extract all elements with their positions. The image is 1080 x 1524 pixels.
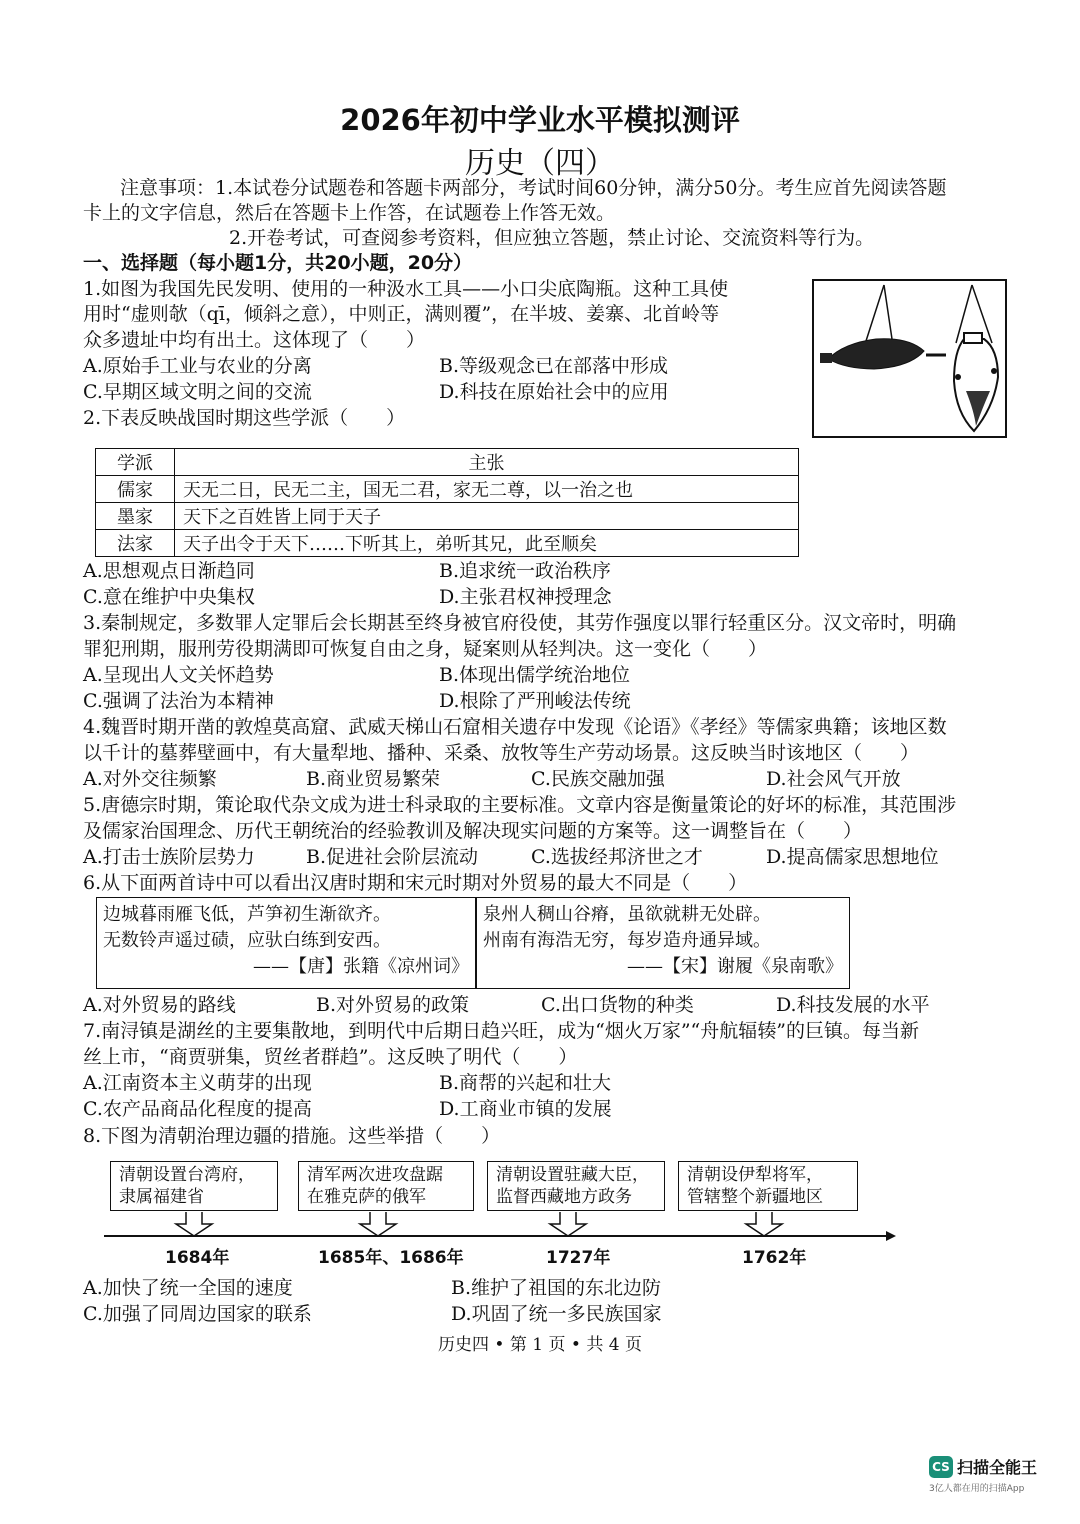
q2-option-b: B.追求统一政治秩序 [439,560,612,582]
page-footer: 历史四 • 第 1 页 • 共 4 页 [438,1335,642,1355]
poem-source: ——【宋】谢履《泉南歌》 [627,956,843,977]
event-text: 隶属福建省 [119,1187,204,1207]
timeline-axis [0,1210,1080,1250]
q4-option-d: D.社会风气开放 [766,768,901,790]
q6-option-c: C.出口货物的种类 [541,994,694,1016]
q7-option-c: C.农产品商品化程度的提高 [83,1098,312,1120]
table-cell: 儒家 [96,476,175,503]
q3-option-b: B.体现出儒学统治地位 [439,664,631,686]
timeline-year: 1727年 [546,1248,611,1268]
q7-option-d: D.工商业市镇的发展 [439,1098,612,1120]
q2-stem: 2.下表反映战国时期这些学派（ ） [83,407,406,429]
poem-box-song [476,897,850,989]
table-header-row [96,449,799,476]
q2-option-c: C.意在维护中央集权 [83,586,255,608]
notice-line-1: 注意事项：1.本试卷分试题卷和答题卡两部分，考试时间60分钟，满分50分。考生应首先阅读答题 [120,177,947,199]
q1-option-a: A.原始手工业与农业的分离 [83,355,312,377]
q5-option-b: B.促进社会阶层流动 [306,846,479,868]
down-arrow-icon [550,1212,586,1236]
scanner-watermark [929,1455,1038,1494]
q5-option-d: D.提高儒家思想地位 [766,846,939,868]
q3-option-a: A.呈现出人文关怀趋势 [83,664,274,686]
q8-option-b: B.维护了祖国的东北边防 [451,1277,662,1299]
pottery-bottle-illustration [814,281,1005,436]
event-text: 清朝设伊犁将军， [687,1165,823,1185]
q6-option-d: D.科技发展的水平 [776,994,930,1016]
timeline-year: 1685年、1686年 [318,1248,464,1268]
q6-option-a: A.对外贸易的路线 [83,994,236,1016]
table-cell: 墨家 [96,503,175,530]
q5-option-c: C.选拔经邦济世之才 [531,846,703,868]
q3-option-d: D.根除了严刑峻法传统 [439,690,631,712]
q1-stem-3: 众多遗址中均有出土。这体现了（ ） [83,329,426,351]
q5-stem-2: 及儒家治国理念、历代王朝统治的经验教训及解决现实问题的方案等。这一调整旨在（ ） [83,820,863,842]
table-row [96,476,799,503]
table-header-cell: 学派 [96,449,175,476]
section-heading: 一、选择题（每小题1分，共20小题，20分） [83,252,473,274]
event-text: 在雅克萨的俄军 [307,1187,426,1207]
timeline-year: 1684年 [165,1248,230,1268]
q4-stem-1: 4.魏晋时期开凿的敦煌莫高窟、武威天梯山石窟相关遗存中发现《论语》《孝经》等儒家典籍；该地区数 [83,716,947,738]
event-text: 清军两次进攻盘踞 [307,1165,443,1185]
timeline-year: 1762年 [742,1248,807,1268]
q1-stem-2: 用时“虚则欹（qī，倾斜之意），中则正，满则覆”，在半坡、姜寨、北首岭等 [83,303,720,325]
q4-option-b: B.商业贸易繁荣 [306,768,441,790]
table-row [96,503,799,530]
poem-line: 边城暮雨雁飞低，芦笋初生渐欲齐。 [103,904,391,925]
q4-option-a: A.对外交往频繁 [83,768,217,790]
q4-option-c: C.民族交融加强 [531,768,665,790]
table-cell: 天下之百姓皆上同于天子 [175,503,799,530]
timeline-event-box [298,1161,474,1211]
table-row [96,530,799,557]
poem-line: 州南有海浩无穷，每岁造舟通异域。 [483,930,771,951]
q8-option-d: D.巩固了统一多民族国家 [451,1303,662,1325]
timeline-event-box [678,1161,858,1211]
event-text: 监督西藏地方政务 [496,1187,632,1207]
q3-stem-2: 罪犯刑期，服刑劳役期满即可恢复自由之身，疑案则从轻判决。这一变化（ ） [83,638,768,660]
q2-option-d: D.主张君权神授理念 [439,586,612,608]
watermark-tagline: 3亿人都在用的扫描App [929,1484,1025,1494]
q6-option-b: B.对外贸易的政策 [316,994,470,1016]
poem-box-tang [96,897,476,989]
timeline-event-box [487,1161,665,1211]
table-header-cell: 主张 [175,449,799,476]
exam-subtitle: 历史（四） [465,146,615,181]
q7-stem-2: 丝上市，“商贾骈集，贸丝者群趋”。这反映了明代（ ） [83,1046,578,1068]
poem-line: 泉州人稠山谷瘠，虽欲就耕无处辟。 [483,904,771,925]
event-text: 管辖整个新疆地区 [687,1187,823,1207]
q1-option-b: B.等级观念已在部落中形成 [439,355,669,377]
notice-line-2: 卡上的文字信息，然后在答题卡上作答，在试题卷上作答无效。 [83,202,616,224]
table-cell: 法家 [96,530,175,557]
q7-stem-1: 7.南浔镇是湖丝的主要集散地，到明代中后期日趋兴旺，成为“烟火万家”“舟航辐辏”的巨镇。每当新 [83,1020,919,1042]
q1-option-c: C.早期区域文明之间的交流 [83,381,312,403]
q4-stem-2: 以千计的墓葬壁画中，有大量犁地、播种、采桑、放牧等生产劳动场景。这反映当时该地区（ ） [83,742,920,764]
q3-option-c: C.强调了法治为本精神 [83,690,274,712]
q8-option-a: A.加快了统一全国的速度 [83,1277,293,1299]
event-text: 清朝设置驻藏大臣， [496,1165,649,1185]
notice-line-3: 2.开卷考试，可查阅参考资料，但应独立答题，禁止讨论、交流资料等行为。 [229,227,875,249]
down-arrow-icon [176,1212,212,1236]
q1-option-d: D.科技在原始社会中的应用 [439,381,669,403]
poem-line: 无数铃声遥过碛，应驮白练到安西。 [103,930,391,951]
poem-source: ——【唐】张籍《凉州词》 [253,956,469,977]
q6-stem: 6.从下面两首诗中可以看出汉唐时期和宋元时期对外贸易的最大不同是（ ） [83,872,748,894]
q8-stem: 8.下图为清朝治理边疆的措施。这些举措（ ） [83,1125,501,1147]
down-arrow-icon [746,1212,782,1236]
timeline-event-box [110,1161,278,1211]
q3-stem-1: 3.秦制规定，多数罪人定罪后会长期甚至终身被官府役使，其劳作强度以罪行轻重区分。汉文帝时，明确 [83,612,957,634]
q7-option-b: B.商帮的兴起和壮大 [439,1072,612,1094]
arrow-right-icon [886,1231,896,1241]
q7-option-a: A.江南资本主义萌芽的出现 [83,1072,312,1094]
schools-table [95,448,799,557]
q2-option-a: A.思想观点日渐趋同 [83,560,255,582]
watermark-name: 扫描全能王 [957,1458,1038,1477]
table-cell: 天无二日，民无二主，国无二君，家无二尊，以一治之也 [175,476,799,503]
down-arrow-icon [360,1212,396,1236]
exam-title: 2026年初中学业水平模拟测评 [340,103,740,137]
camscanner-logo-icon: CS [929,1456,953,1478]
q8-option-c: C.加强了同周边国家的联系 [83,1303,312,1325]
table-cell: 天子出令于天下……下听其上，弟听其兄，此至顺矣 [175,530,799,557]
event-text: 清朝设置台湾府， [119,1165,255,1185]
q5-option-a: A.打击士族阶层势力 [83,846,255,868]
q5-stem-1: 5.唐德宗时期，策论取代杂文成为进士科录取的主要标准。文章内容是衡量策论的好坏的标准，其范围涉 [83,794,957,816]
q1-stem-1: 1.如图为我国先民发明、使用的一种汲水工具——小口尖底陶瓶。这种工具使 [83,278,729,300]
pottery-bottle-figure [812,279,1007,438]
